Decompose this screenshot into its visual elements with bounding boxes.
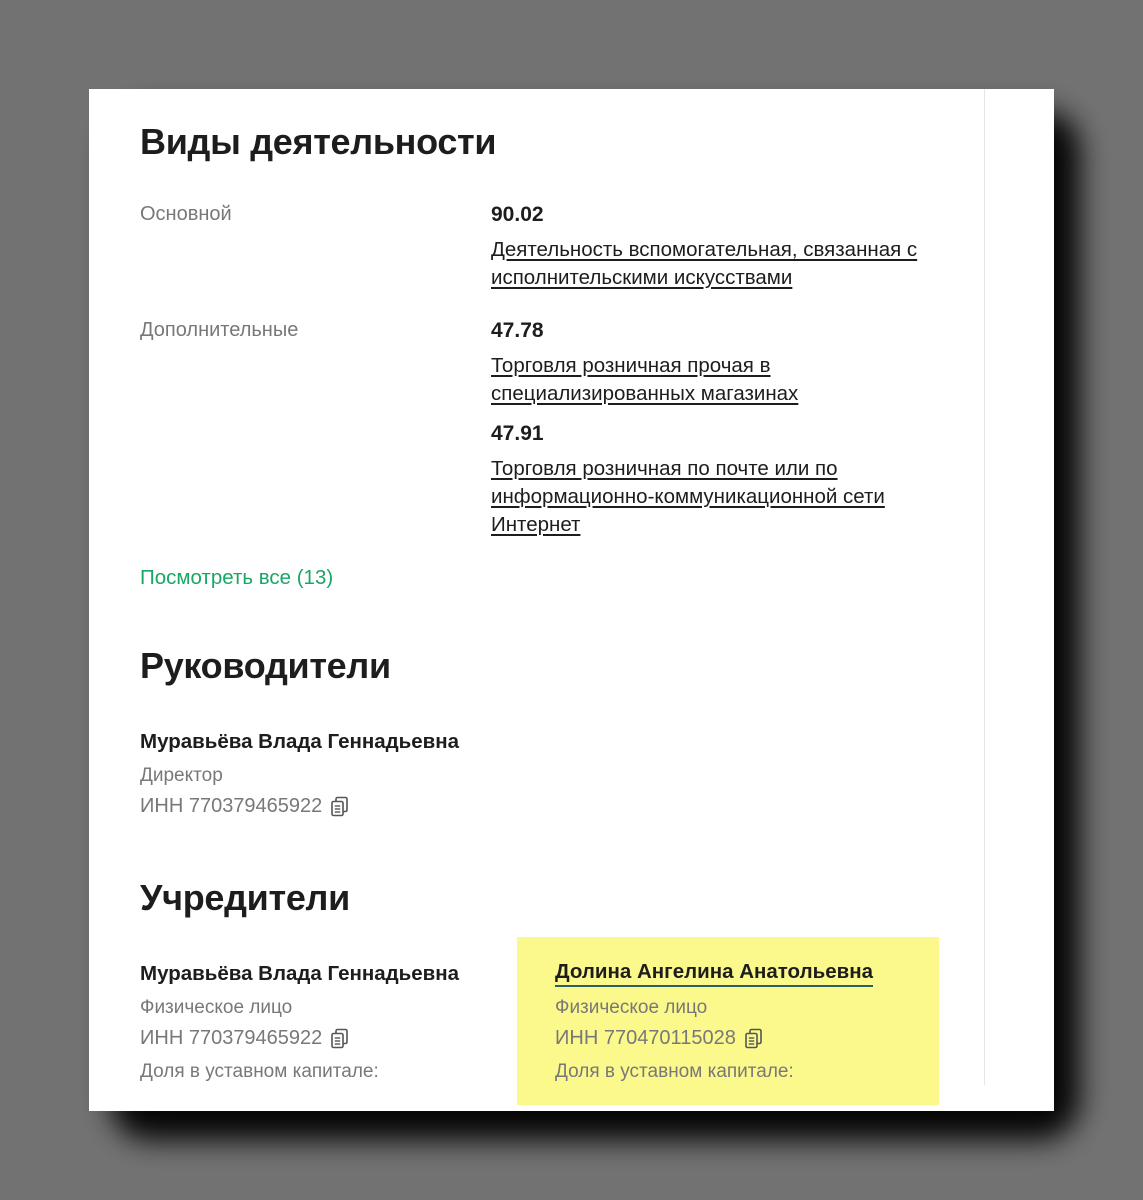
manager-inn <box>140 795 350 818</box>
managers-heading: Руководители <box>140 645 391 686</box>
additional-activity-code: 47.78 <box>491 319 544 342</box>
founders-heading: Учредители <box>140 877 350 918</box>
additional-activity-link[interactable]: Торговля розничная по почте или по информационно-коммуникационной сети Интернет <box>491 457 885 536</box>
founder-inn-text: ИНН 770470115028 <box>555 1027 736 1049</box>
additional-activities-label: Дополнительные <box>140 319 299 341</box>
company-card <box>89 89 1054 1111</box>
copy-icon[interactable] <box>744 1028 764 1050</box>
main-activity-label: Основной <box>140 203 232 225</box>
see-all-activities-link[interactable]: Посмотреть все (13) <box>140 566 334 589</box>
manager-role: Директор <box>140 765 223 786</box>
column-divider <box>984 89 985 1085</box>
additional-activity-code: 47.91 <box>491 422 544 445</box>
founder-inn <box>555 1027 764 1050</box>
founder-share-label: Доля в уставном капитале: <box>140 1061 379 1082</box>
copy-icon[interactable] <box>330 796 350 818</box>
founder-share-label: Доля в уставном капитале: <box>555 1061 794 1082</box>
manager-name: Муравьёва Влада Геннадьевна <box>140 730 460 753</box>
founder-inn <box>140 1027 350 1050</box>
founder-type: Физическое лицо <box>140 997 293 1018</box>
copy-icon[interactable] <box>330 1028 350 1050</box>
founder-name-link[interactable]: Долина Ангелина Анатольевна <box>555 960 873 987</box>
founder-inn-text: ИНН 770379465922 <box>140 1027 323 1049</box>
founder-name: Муравьёва Влада Геннадьевна <box>140 962 460 985</box>
main-activity-link[interactable]: Деятельность вспомогательная, связанная с исполнительскими искусствами <box>491 238 918 289</box>
additional-activity-link[interactable]: Торговля розничная прочая в специализированных магазинах <box>491 354 799 405</box>
manager-inn-text: ИНН 770379465922 <box>140 795 323 817</box>
activities-heading: Виды деятельности <box>140 121 497 162</box>
main-activity-code: 90.02 <box>491 203 544 226</box>
founder-type: Физическое лицо <box>555 997 708 1018</box>
